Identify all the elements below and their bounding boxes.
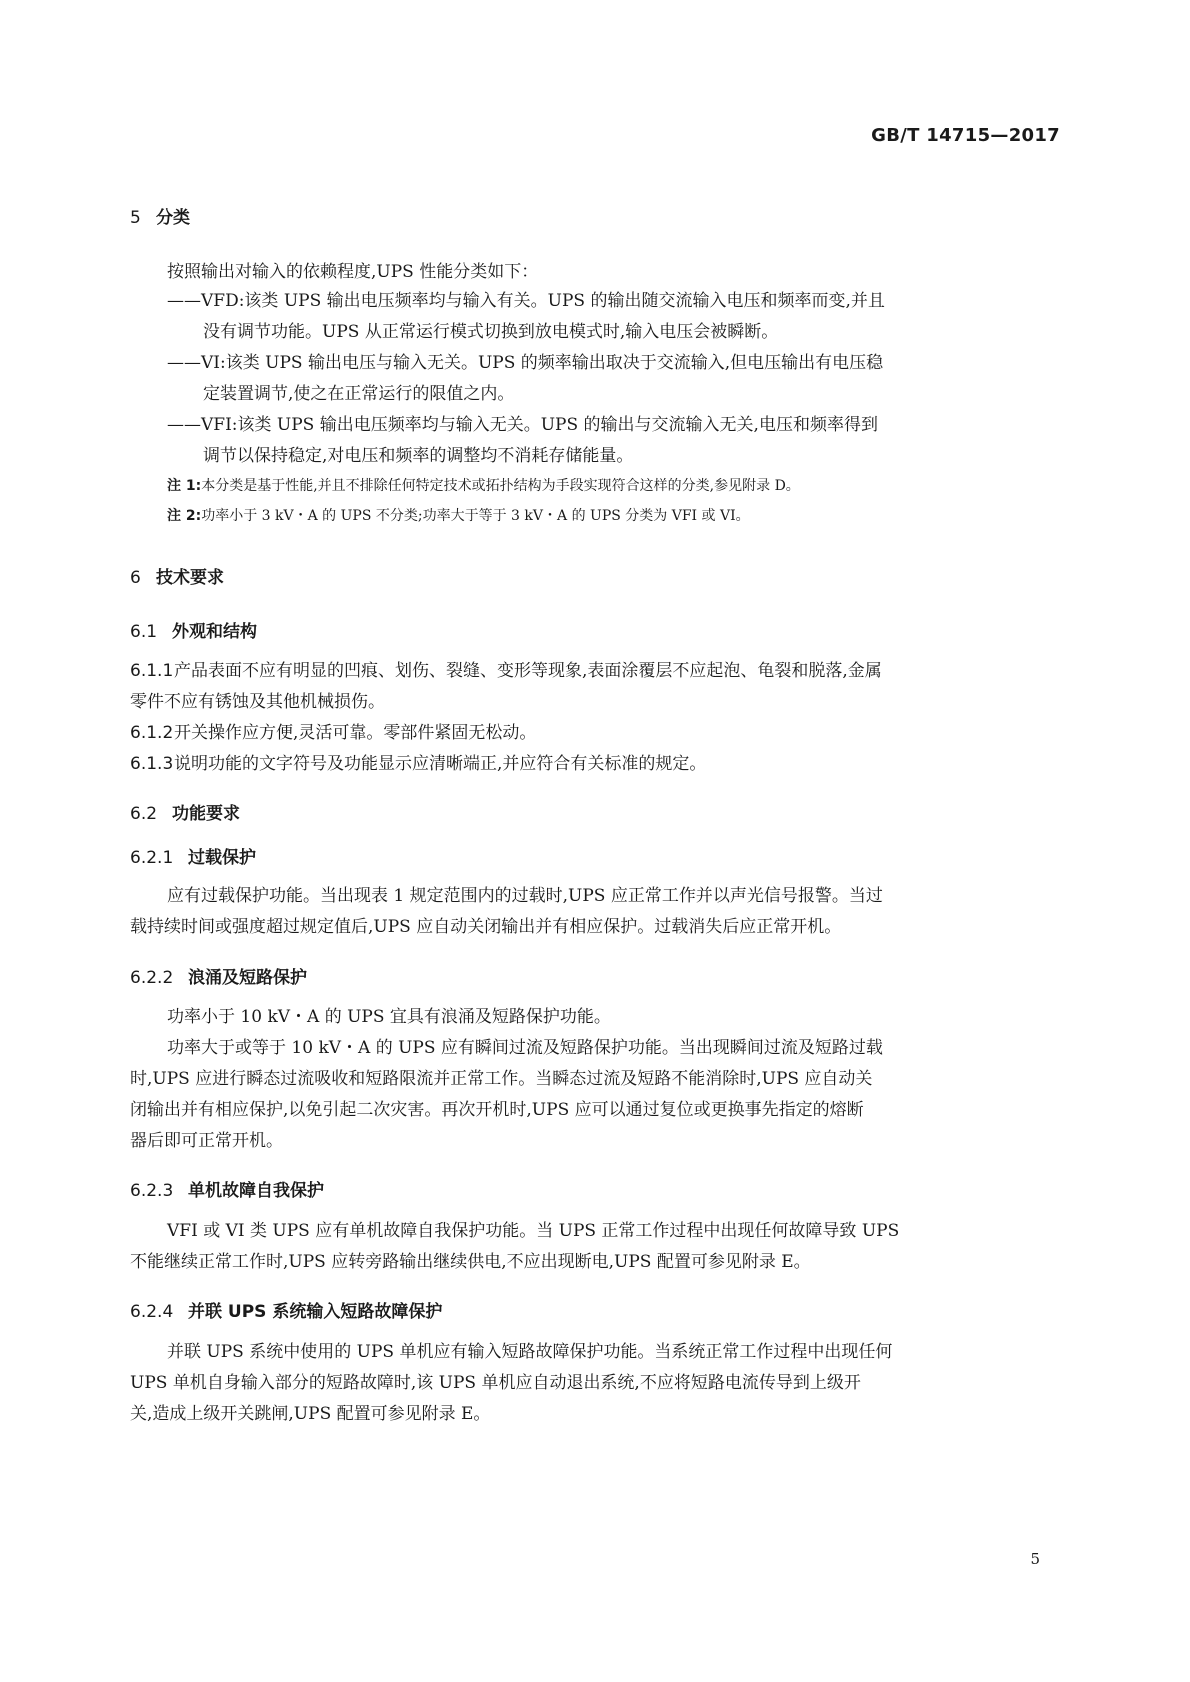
paragraph-line: 载持续时间或强度超过规定值后,UPS 应自动关闭输出并有相应保护。过载消失后应正常开机。	[130, 917, 842, 937]
paragraph-line: UPS 单机自身输入部分的短路故障时,该 UPS 单机应自动退出系统,不应将短路电流传导到上级开	[130, 1373, 861, 1393]
section-number: 5	[130, 208, 141, 228]
note-1	[167, 475, 800, 495]
clause-number: 6.1.1	[130, 661, 174, 681]
clause-text-line: 零件不应有锈蚀及其他机械损伤。	[130, 692, 385, 712]
paragraph-line: 时,UPS 应进行瞬态过流吸收和短路限流并正常工作。当瞬态过流及短路不能消除时,UPS 应自动关	[130, 1069, 873, 1089]
paragraph-line: 应有过载保护功能。当出现表 1 规定范围内的过载时,UPS 应正常工作并以声光信号报警。当过	[167, 886, 883, 906]
paragraph-line: VFI 或 VI 类 UPS 应有单机故障自我保护功能。当 UPS 正常工作过程中出现任何故障导致 UPS	[167, 1221, 900, 1241]
paragraph-line: 器后即可正常开机。	[130, 1131, 283, 1151]
section-6-2-3-heading	[130, 1176, 324, 1201]
section-6-1-heading	[130, 617, 257, 642]
note-label: 注 2:	[167, 508, 202, 524]
section-title: 浪涌及短路保护	[188, 968, 307, 988]
section-title: 过载保护	[188, 848, 256, 868]
list-item-line: 调节以保持稳定,对电压和频率的调整均不消耗存储能量。	[203, 446, 634, 466]
clause-text: 开关操作应方便,灵活可靠。零部件紧固无松动。	[174, 723, 537, 743]
section-6-heading	[130, 563, 224, 588]
standard-number: GB/T 14715—2017	[871, 125, 1060, 146]
section-number: 6.1	[130, 622, 158, 642]
section-5-heading	[130, 203, 190, 228]
clause-6-1-3	[130, 749, 706, 780]
list-item-line: 没有调节功能。UPS 从正常运行模式切换到放电模式时,输入电压会被瞬断。	[203, 322, 779, 342]
section-title: 单机故障自我保护	[188, 1181, 324, 1201]
paragraph-line: 不能继续正常工作时,UPS 应转旁路输出继续供电,不应出现断电,UPS 配置可参见附录 E。	[130, 1252, 811, 1272]
section-6-2-1-heading	[130, 843, 256, 868]
page-number: 5	[1030, 1550, 1040, 1568]
list-item-line: 定装置调节,使之在正常运行的限值之内。	[203, 384, 515, 404]
section-title: 功能要求	[172, 804, 240, 824]
clause-6-1-1	[130, 656, 882, 687]
clause-text: 说明功能的文字符号及功能显示应清晰端正,并应符合有关标准的规定。	[174, 754, 707, 774]
section-number: 6.2.3	[130, 1181, 174, 1201]
section-6-2-heading	[130, 799, 240, 824]
section-6-2-2-heading	[130, 963, 307, 988]
section-number: 6.2.4	[130, 1302, 174, 1322]
section-title: 并联 UPS 系统输入短路故障保护	[188, 1302, 443, 1322]
note-text: 功率小于 3 kV・A 的 UPS 不分类;功率大于等于 3 kV・A 的 UPS 分类为 VFI 或 VI。	[201, 508, 750, 524]
paragraph: 按照输出对输入的依赖程度,UPS 性能分类如下：	[167, 262, 539, 282]
section-number: 6.2.1	[130, 848, 174, 868]
section-number: 6	[130, 568, 141, 588]
paragraph-line: 闭输出并有相应保护,以免引起二次灾害。再次开机时,UPS 应可以通过复位或更换事先指定的熔断	[130, 1100, 864, 1120]
paragraph-line: 功率小于 10 kV・A 的 UPS 宜具有浪涌及短路保护功能。	[167, 1007, 611, 1027]
note-2	[167, 505, 750, 525]
section-title: 外观和结构	[172, 622, 257, 642]
paragraph-line: 并联 UPS 系统中使用的 UPS 单机应有输入短路故障保护功能。当系统正常工作过程中出现任何	[167, 1342, 893, 1362]
paragraph-line: 关,造成上级开关跳闸,UPS 配置可参见附录 E。	[130, 1404, 491, 1424]
section-number: 6.2.2	[130, 968, 174, 988]
clause-6-1-2	[130, 718, 536, 749]
paragraph-line: 功率大于或等于 10 kV・A 的 UPS 应有瞬间过流及短路保护功能。当出现瞬间过流及短路过载	[167, 1038, 883, 1058]
note-label: 注 1:	[167, 478, 202, 494]
clause-text: 产品表面不应有明显的凹痕、划伤、裂缝、变形等现象,表面涂覆层不应起泡、龟裂和脱落,金属	[174, 661, 882, 681]
section-6-2-4-heading	[130, 1297, 442, 1322]
list-item-line: ——VFD:该类 UPS 输出电压频率均与输入有关。UPS 的输出随交流输入电压和频率而变,并且	[167, 291, 885, 311]
section-title: 分类	[156, 208, 190, 228]
section-number: 6.2	[130, 804, 158, 824]
section-title: 技术要求	[156, 568, 224, 588]
note-text: 本分类是基于性能,并且不排除任何特定技术或拓扑结构为手段实现符合这样的分类,参见附录 D。	[201, 478, 800, 494]
list-item-line: ——VI:该类 UPS 输出电压与输入无关。UPS 的频率输出取决于交流输入,但电压输出有电压稳	[167, 353, 884, 373]
list-item-line: ——VFI:该类 UPS 输出电压频率均与输入无关。UPS 的输出与交流输入无关,电压和频率得到	[167, 415, 878, 435]
clause-number: 6.1.2	[130, 723, 174, 743]
clause-number: 6.1.3	[130, 754, 174, 774]
